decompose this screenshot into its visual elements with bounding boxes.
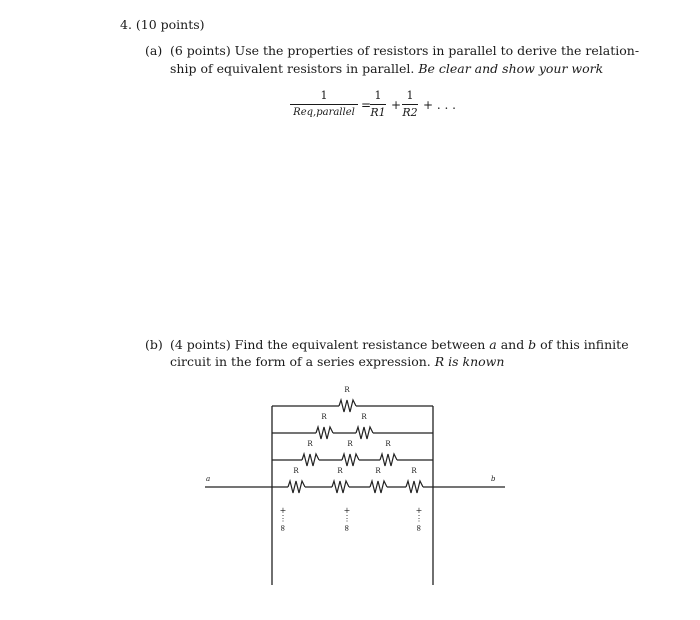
term1-numerator: 1	[374, 89, 382, 102]
resistor-row2-2	[356, 427, 373, 439]
resistor-label-row4-2: R	[337, 467, 343, 475]
part-a-emphasis: Be clear and show your work	[418, 61, 604, 76]
resistor-label-row4-4: R	[411, 467, 417, 475]
plus-sign: +	[391, 98, 402, 112]
resistor-row4-4	[406, 481, 423, 493]
resistor-label-row3-1: R	[307, 440, 313, 448]
svg-text:⋮: ⋮	[415, 514, 423, 523]
svg-text:∞: ∞	[341, 524, 351, 532]
svg-text:+: +	[415, 506, 423, 515]
resistor-label-row4-3: R	[375, 467, 381, 475]
term1-denominator: R1	[370, 106, 386, 119]
continuation-marker-left	[277, 506, 287, 532]
part-b-emphasis: R is known	[434, 354, 505, 369]
resistor-row4-1	[288, 481, 305, 493]
svg-text:⋮: ⋮	[279, 514, 287, 523]
series-tail: + . . .	[423, 98, 456, 112]
resistor-row4-2	[332, 481, 349, 493]
part-b-line-1-post: of this infinite	[536, 337, 629, 352]
problem-heading: 4. (10 points)	[120, 17, 205, 32]
svg-text:+: +	[279, 506, 287, 515]
resistor-row4-3	[370, 481, 387, 493]
lhs-numerator: 1	[320, 89, 328, 102]
terminal-a-label: a	[206, 475, 211, 483]
continuation-marker-right	[413, 506, 423, 532]
part-a-label: (a)	[145, 43, 163, 58]
resistor-label-row2-2: R	[361, 413, 367, 421]
part-b-label: (b)	[145, 337, 163, 352]
resistor-row2-1	[316, 427, 333, 439]
svg-text:∞: ∞	[277, 524, 287, 532]
part-a-line-2-text: ship of equivalent resistors in parallel.	[170, 61, 419, 76]
lhs-denominator: Req,parallel	[293, 107, 355, 118]
resistor-row3-3	[380, 454, 397, 466]
svg-text:∞: ∞	[413, 524, 423, 532]
resistor-row1-1	[339, 400, 356, 412]
part-a-line-1: (6 points) Use the properties of resistors in parallel to derive the relation-	[170, 43, 640, 58]
resistor-label-row4-1: R	[293, 467, 299, 475]
resistor-label-row3-2: R	[347, 440, 353, 448]
var-b: b	[528, 337, 537, 352]
part-b-line-1-pre: (4 points) Find the equivalent resistance between	[170, 337, 490, 352]
resistor-row3-2	[342, 454, 359, 466]
resistor-row3-1	[302, 454, 319, 466]
var-a: a	[489, 337, 497, 352]
resistor-label-row2-1: R	[321, 413, 327, 421]
equals-sign: =	[361, 98, 372, 112]
svg-text:+: +	[343, 506, 351, 515]
part-b-line-2-text: circuit in the form of a series expression.	[170, 354, 435, 369]
svg-text:⋮: ⋮	[343, 514, 351, 523]
continuation-marker-middle	[341, 506, 351, 532]
part-b-line-1-mid: and	[496, 337, 529, 352]
term2-numerator: 1	[406, 89, 414, 102]
terminal-b-label: b	[491, 475, 496, 483]
resistor-label-row1-1: R	[344, 386, 350, 394]
resistor-label-row3-3: R	[385, 440, 391, 448]
term2-denominator: R2	[402, 106, 418, 119]
